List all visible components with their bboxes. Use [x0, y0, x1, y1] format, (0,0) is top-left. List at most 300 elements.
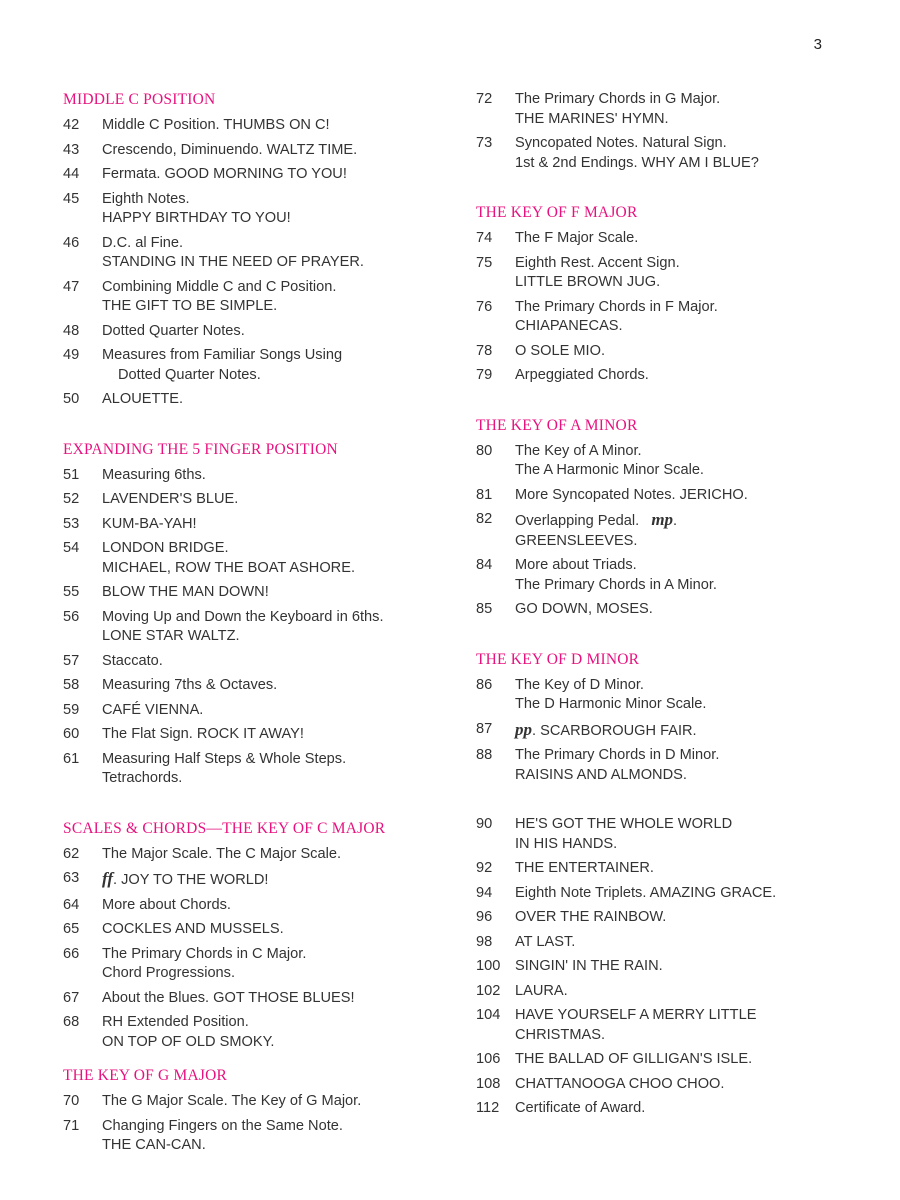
toc-entry: [63, 652, 453, 672]
entry-line-text: The Primary Chords in D Minor.: [515, 747, 720, 763]
entry-text: [515, 1075, 876, 1095]
entry-line-text: Eighth Notes.: [102, 190, 190, 207]
toc-entry: [476, 1006, 876, 1045]
entry-line-text: KUM-BA-YAH!: [102, 515, 197, 532]
entry-line: [102, 583, 453, 603]
toc-entry: [476, 298, 876, 337]
toc-entry: [476, 90, 876, 129]
toc-entry: [476, 556, 876, 595]
entry-line: [102, 141, 453, 161]
entry-line: [102, 1092, 453, 1112]
entry-text: [102, 190, 453, 229]
entry-line: [102, 466, 453, 486]
page-ref-number: 44: [63, 166, 80, 182]
entry-line: [515, 556, 876, 576]
toc-entry: [476, 600, 876, 620]
toc-entry: [63, 750, 453, 789]
entry-text: [102, 989, 453, 1009]
entry-line-text: Crescendo, Diminuendo. WALTZ TIME.: [102, 141, 358, 158]
page-ref-number: 87: [476, 720, 493, 737]
entry-text: [102, 608, 453, 647]
section-title: THE KEY OF D MINOR: [476, 650, 640, 668]
toc-entry: [63, 234, 453, 273]
page-ref-number: 60: [63, 726, 80, 742]
entry-text: [102, 346, 453, 385]
page-ref-number: 72: [476, 91, 493, 107]
page-ref-number: 84: [476, 557, 493, 573]
page-ref-number: 75: [476, 254, 493, 271]
toc-entry: [63, 945, 453, 984]
entry-text: [102, 141, 453, 161]
page-ref-number: 104: [476, 1007, 501, 1023]
entry-line-text: RAISINS AND ALMONDS.: [515, 766, 687, 783]
entry-line: [515, 366, 876, 386]
entry-line-text: AT LAST.: [515, 933, 576, 950]
entry-line: [102, 652, 453, 672]
toc-entry: [63, 515, 453, 535]
page-ref-number: 112: [476, 1100, 500, 1116]
entry-line: [102, 945, 453, 965]
entry-text: [102, 466, 453, 486]
toc-entry: [63, 1092, 453, 1112]
entry-line: [102, 1033, 453, 1053]
entry-text: [515, 298, 876, 337]
toc-section: [476, 650, 876, 786]
entry-text: [102, 945, 453, 984]
entry-text: [515, 908, 876, 928]
entry-line: [102, 559, 453, 579]
entry-line-text: The Key of A Minor.: [515, 442, 642, 459]
entry-line: [102, 676, 453, 696]
entry-line: [102, 869, 453, 891]
toc-section: [476, 203, 876, 386]
toc-entry: [63, 165, 453, 185]
entry-line: [515, 1006, 876, 1026]
page-ref-number: 70: [63, 1093, 80, 1109]
toc-entry: [63, 701, 453, 721]
entry-text: [102, 896, 453, 916]
toc-entry: [63, 608, 453, 647]
page-ref-number: 64: [63, 896, 80, 913]
entry-text: [515, 486, 876, 506]
page-ref-number: 108: [476, 1075, 501, 1092]
entry-line-text: THE GIFT TO BE SIMPLE.: [102, 298, 278, 314]
entry-text: [515, 556, 876, 595]
entry-line-text: 1st & 2nd Endings. WHY AM I BLUE?: [515, 154, 759, 171]
page-ref-number: 94: [476, 884, 493, 901]
entry-text: [102, 1117, 453, 1156]
entry-line-text: Dotted Quarter Notes.: [102, 322, 245, 339]
toc-section: [63, 1066, 453, 1156]
section-title: THE KEY OF A MINOR: [476, 416, 638, 434]
page-ref-number: 88: [476, 747, 493, 763]
page-ref-number: 45: [63, 190, 80, 207]
entry-line: [102, 627, 453, 647]
entry-line-text: MICHAEL, ROW THE BOAT ASHORE.: [102, 559, 356, 576]
toc-entry: [63, 190, 453, 229]
entry-line: [102, 608, 453, 628]
page-ref-number: 65: [63, 921, 80, 937]
dynamic-marking: ff: [102, 869, 114, 888]
toc-section: [63, 819, 453, 1053]
entry-line-text: Tetrachords.: [102, 770, 183, 786]
entry-line-text: Measuring 7ths & Octaves.: [102, 677, 278, 693]
page-ref-number: 79: [476, 367, 493, 383]
section-title: SCALES & CHORDS—THE KEY OF C MAJOR: [63, 819, 386, 837]
entry-text: [102, 725, 453, 745]
page-ref-number: 50: [63, 391, 80, 407]
entry-line-text: Certificate of Award.: [515, 1100, 646, 1116]
entry-line-text: The G Major Scale. The Key of G Major.: [102, 1093, 362, 1109]
entry-line-text: More about Triads.: [515, 557, 637, 573]
page-ref-number: 42: [63, 117, 80, 133]
entry-line-text: The Major Scale. The C Major Scale.: [102, 845, 342, 862]
entry-line-text: LONE STAR WALTZ.: [102, 628, 240, 644]
entry-line: [515, 229, 876, 249]
entry-line-text: RH Extended Position.: [102, 1014, 249, 1030]
entry-line-text: The F Major Scale.: [515, 230, 639, 246]
toc-entry: [476, 720, 876, 742]
entry-text: [102, 234, 453, 273]
page-ref-number: 48: [63, 322, 80, 339]
entry-line: [102, 322, 453, 342]
entry-text: [102, 701, 453, 721]
entry-text: [102, 490, 453, 510]
entry-line-text: The Primary Chords in C Major.: [102, 945, 307, 962]
page-ref-number: 55: [63, 584, 80, 600]
entry-line: [515, 1026, 876, 1046]
page-ref-number: 96: [476, 909, 493, 925]
entry-line-text: O SOLE MIO.: [515, 342, 606, 359]
toc-entry: [63, 141, 453, 161]
section-title: MIDDLE C POSITION: [63, 91, 216, 108]
entry-line-text: Measuring 6ths.: [102, 466, 206, 483]
entry-text: [102, 515, 453, 535]
page-ref-number: 47: [63, 278, 80, 295]
entry-line: [102, 190, 453, 210]
entry-line: [102, 390, 453, 410]
page-ref-number: 43: [63, 141, 80, 158]
toc-entry: [476, 254, 876, 293]
entry-line: [515, 532, 876, 552]
entry-line-text: STANDING IN THE NEED OF PRAYER.: [102, 254, 364, 270]
entry-line-text: Dotted Quarter Notes.: [118, 366, 261, 383]
toc-entry: [63, 920, 453, 940]
entry-line: [515, 835, 876, 855]
toc-entry: [476, 442, 876, 481]
page-ref-number: 85: [476, 601, 493, 617]
entry-text: [102, 1013, 453, 1052]
page-ref-number: 54: [63, 540, 80, 556]
page-ref-number: 63: [63, 870, 80, 886]
entry-text: [102, 920, 453, 940]
page-ref-number: 86: [476, 676, 493, 693]
entry-line-text: BLOW THE MAN DOWN!: [102, 584, 269, 600]
toc-entry: [476, 366, 876, 386]
entry-text: [102, 322, 453, 342]
section-title: THE KEY OF F MAJOR: [476, 204, 638, 221]
toc-entry: [476, 1050, 876, 1070]
page-ref-number: 90: [476, 816, 493, 832]
page-ref-number: 49: [63, 347, 80, 363]
entry-line-text: Moving Up and Down the Keyboard in 6ths.: [102, 608, 384, 625]
entry-line: [515, 342, 876, 362]
entry-line: [515, 720, 876, 742]
toc-entry: [476, 957, 876, 977]
page-ref-number: 82: [476, 511, 493, 527]
entry-line-text: CAFÉ VIENNA.: [102, 701, 204, 718]
entry-text: [515, 957, 876, 977]
entry-line: [515, 746, 876, 766]
entry-line-text: IN HIS HANDS.: [515, 835, 618, 852]
page-ref-number: 53: [63, 515, 80, 532]
entry-line-text: Chord Progressions.: [102, 965, 236, 981]
toc-entry: [63, 1117, 453, 1156]
entry-line: [515, 486, 876, 506]
toc-entry: [476, 510, 876, 551]
entry-line-text: GREENSLEEVES.: [515, 532, 638, 549]
entry-line: [102, 515, 453, 535]
entry-line-text: ALOUETTE.: [102, 391, 184, 407]
toc-entry: [476, 229, 876, 249]
page-ref-number: 80: [476, 442, 493, 459]
entry-line-text: Measuring Half Steps & Whole Steps.: [102, 750, 347, 767]
page-ref-number: 58: [63, 677, 80, 693]
entry-line: [515, 908, 876, 928]
entry-line: [515, 695, 876, 715]
entry-text: [102, 278, 453, 317]
page-ref-number: 46: [63, 234, 80, 251]
page-ref-number: 57: [63, 652, 80, 669]
entry-line-text: The Primary Chords in A Minor.: [515, 576, 717, 593]
toc-entry: [63, 869, 453, 891]
toc-right-column: [476, 90, 876, 1149]
entry-line: [102, 278, 453, 298]
page-ref-number: 98: [476, 933, 493, 950]
entry-text: [515, 676, 876, 715]
toc-entry: [476, 859, 876, 879]
entry-text: [515, 90, 876, 129]
entry-line-text: Combining Middle C and C Position.: [102, 278, 337, 295]
entry-line-text: The Primary Chords in G Major.: [515, 91, 721, 107]
entry-line-text: Fermata. GOOD MORNING TO YOU!: [102, 166, 347, 182]
entry-line: [515, 90, 876, 110]
toc-entry: [476, 815, 876, 854]
entry-text: [515, 254, 876, 293]
page-ref-number: 71: [63, 1117, 80, 1134]
entry-line-text: THE ENTERTAINER.: [515, 860, 654, 876]
entry-line-text: Eighth Note Triplets. AMAZING GRACE.: [515, 884, 777, 901]
entry-text: [515, 720, 876, 742]
page-ref-number: 51: [63, 466, 80, 483]
entry-line: [515, 600, 876, 620]
entry-line-text: D.C. al Fine.: [102, 234, 184, 251]
entry-text: [515, 982, 876, 1002]
entry-line-text: More about Chords.: [102, 896, 231, 913]
entry-line-text: LITTLE BROWN JUG.: [515, 274, 661, 290]
entry-text: [102, 583, 453, 603]
entry-line-text: LONDON BRIDGE.: [102, 540, 229, 556]
page-ref-number: 67: [63, 989, 80, 1006]
entry-line-text: About the Blues. GOT THOSE BLUES!: [102, 989, 355, 1006]
entry-line: [515, 273, 876, 293]
entry-text: [515, 933, 876, 953]
page-ref-number: 52: [63, 491, 80, 507]
entry-line: [102, 750, 453, 770]
toc-entry: [63, 845, 453, 865]
entry-line-text: Measures from Familiar Songs Using: [102, 347, 343, 363]
entry-line-text: The D Harmonic Minor Scale.: [515, 696, 707, 712]
entry-line: [515, 982, 876, 1002]
entry-text: [515, 1006, 876, 1045]
entry-text: [102, 845, 453, 865]
entry-line-text: CHRISTMAS.: [515, 1026, 605, 1043]
entry-line: [515, 933, 876, 953]
toc-section: [476, 416, 876, 620]
toc-section: [63, 440, 453, 789]
entry-line-text: Staccato.: [102, 652, 163, 669]
entry-line: [102, 366, 453, 386]
page-ref-number: 68: [63, 1014, 80, 1030]
entry-line-text: CHATTANOOGA CHOO CHOO.: [515, 1075, 725, 1092]
entry-line: [102, 234, 453, 254]
entry-line: [102, 920, 453, 940]
page-ref-number: 61: [63, 750, 80, 767]
entry-line: [515, 154, 876, 174]
page-ref-number: 76: [476, 298, 493, 315]
toc-entry: [476, 1099, 876, 1119]
entry-line: [515, 859, 876, 879]
toc-entry: [63, 116, 453, 136]
entry-line-text: The Flat Sign. ROCK IT AWAY!: [102, 726, 304, 742]
page-ref-number: 81: [476, 486, 493, 503]
toc-entry: [63, 278, 453, 317]
page-ref-number: 92: [476, 860, 493, 876]
entry-line-text: The Primary Chords in F Major.: [515, 298, 718, 315]
entry-line: [102, 165, 453, 185]
toc-entry: [476, 884, 876, 904]
toc-entry: [63, 466, 453, 486]
entry-line: [515, 134, 876, 154]
page-ref-number: 74: [476, 230, 493, 246]
entry-line-text: OVER THE RAINBOW.: [515, 909, 667, 925]
entry-line-text: Syncopated Notes. Natural Sign.: [515, 135, 727, 151]
entry-text: [515, 134, 876, 173]
entry-line: [515, 815, 876, 835]
entry-line-text: THE CAN-CAN.: [102, 1137, 206, 1153]
toc-entry: [476, 676, 876, 715]
entry-line: [102, 297, 453, 317]
toc-entry: [476, 746, 876, 785]
toc-entry: [63, 390, 453, 410]
entry-line-text: More Syncopated Notes. JERICHO.: [515, 486, 748, 503]
toc-entry: [476, 342, 876, 362]
entry-line: [515, 461, 876, 481]
entry-line-text: The Key of D Minor.: [515, 676, 644, 693]
entry-text: [102, 652, 453, 672]
dynamic-marking: mp: [651, 510, 674, 529]
entry-text: [102, 869, 453, 891]
entry-text: [102, 165, 453, 185]
entry-text: [515, 815, 876, 854]
entry-line: [102, 1013, 453, 1033]
entry-line: [515, 676, 876, 696]
toc-entry: [476, 486, 876, 506]
toc-entry: [476, 982, 876, 1002]
entry-text: [102, 750, 453, 789]
entry-line: [102, 769, 453, 789]
toc-entry: [63, 539, 453, 578]
entry-line-text: HAPPY BIRTHDAY TO YOU!: [102, 210, 291, 226]
entry-text: [515, 746, 876, 785]
entry-line: [515, 1099, 876, 1119]
toc-section: [476, 815, 876, 1119]
entry-line: [102, 964, 453, 984]
entry-line: [102, 1136, 453, 1156]
toc-section: [63, 90, 453, 410]
entry-line: [102, 845, 453, 865]
entry-line-text: Eighth Rest. Accent Sign.: [515, 254, 680, 271]
entry-line-text: . JOY TO THE WORLD!: [113, 872, 269, 888]
entry-text: [515, 366, 876, 386]
entry-text: [102, 390, 453, 410]
entry-line-text: Middle C Position. THUMBS ON C!: [102, 117, 330, 133]
entry-line: [102, 346, 453, 366]
entry-line-text: . SCARBOROUGH FAIR.: [532, 722, 697, 739]
entry-text: [515, 859, 876, 879]
page-ref-number: 106: [476, 1051, 501, 1067]
page-ref-number: 73: [476, 135, 493, 151]
entry-text: [515, 229, 876, 249]
entry-text: [515, 884, 876, 904]
entry-text: [102, 539, 453, 578]
entry-line-text: THE BALLAD OF GILLIGAN'S ISLE.: [515, 1051, 753, 1067]
entry-line-text: COCKLES AND MUSSELS.: [102, 921, 284, 937]
entry-line: [515, 317, 876, 337]
entry-line-text: ON TOP OF OLD SMOKY.: [102, 1033, 275, 1050]
entry-line-text: GO DOWN, MOSES.: [515, 601, 653, 617]
toc-entry: [476, 1075, 876, 1095]
toc-entry: [63, 346, 453, 385]
entry-line-text: Changing Fingers on the Same Note.: [102, 1117, 343, 1134]
entry-line: [102, 539, 453, 559]
entry-text: [515, 342, 876, 362]
entry-line: [515, 1050, 876, 1070]
entry-line-text: HAVE YOURSELF A MERRY LITTLE: [515, 1007, 757, 1023]
entry-text: [515, 600, 876, 620]
toc-entry: [63, 896, 453, 916]
page-ref-number: 66: [63, 945, 80, 962]
entry-line: [102, 116, 453, 136]
entry-text: [515, 1099, 876, 1119]
toc-entry: [63, 725, 453, 745]
entry-line: Overlapping Pedal. mp.: [515, 510, 678, 529]
entry-line-text: LAVENDER'S BLUE.: [102, 491, 239, 507]
entry-text: [515, 510, 876, 551]
entry-text: [102, 116, 453, 136]
toc-entry: [63, 322, 453, 342]
entry-text: [515, 442, 876, 481]
toc-left-column: [63, 90, 453, 1186]
toc-entry: [63, 676, 453, 696]
page-ref-number: 78: [476, 342, 493, 359]
dynamic-marking: pp: [515, 719, 532, 739]
entry-line: [102, 1117, 453, 1137]
entry-text: [515, 1050, 876, 1070]
entry-line-text: CHIAPANECAS.: [515, 318, 623, 334]
entry-line: [102, 896, 453, 916]
entry-line: [515, 1075, 876, 1095]
